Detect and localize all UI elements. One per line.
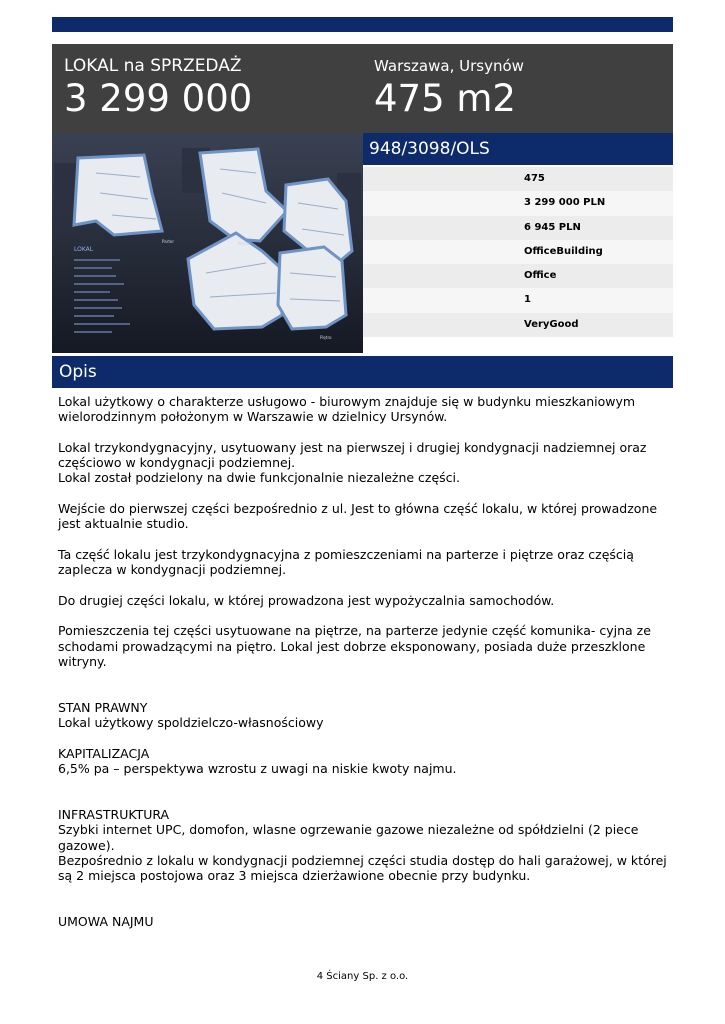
header-right xyxy=(374,56,524,120)
description-paragraph: Lokal użytkowy spoldzielczo-własnościowy xyxy=(58,715,324,731)
detail-row: 3 299 000 PLN xyxy=(363,191,673,215)
description-paragraph: UMOWA NAJMU xyxy=(58,914,154,930)
floorplan-drawing xyxy=(52,133,363,353)
description-paragraph: Lokal użytkowy o charakterze usługowo - biurowym znajduje się w budynku mieszkaniowym wielorodzinnym położonym w Warszawie w dzielnicy Ursynów. xyxy=(58,394,636,425)
description-body xyxy=(58,394,668,929)
blank-line xyxy=(58,685,668,700)
detail-row: 475 xyxy=(363,167,673,191)
listing-area: 475 m2 xyxy=(374,77,516,120)
detail-row: 6 945 PLN xyxy=(363,216,673,240)
blank-line xyxy=(58,669,668,684)
listing-reference: 948/3098/OLS xyxy=(363,133,673,165)
description-paragraph: Bezpośrednio z lokalu w kondygnacji podziemnej części studia dostęp do hali garażowej, w której są 2 miejsca postojowa oraz 3 miejsca dzierżawione obecnie przy budynku. xyxy=(58,852,667,884)
legend-title: LOKAL xyxy=(74,246,94,253)
detail-row: VeryGood xyxy=(363,313,673,337)
description-paragraph: KAPITALIZACJA xyxy=(58,745,150,761)
description-paragraph: Do drugiej części lokalu, w której prowadzona jest wypożyczalnia samochodów. xyxy=(58,592,555,608)
description-heading: Opis xyxy=(52,356,673,388)
blank-line xyxy=(58,899,668,914)
top-accent-bar xyxy=(52,17,673,32)
detail-row: Office xyxy=(363,264,673,288)
floor-label: Parter xyxy=(162,239,175,244)
description-paragraph: Lokal trzykondygnacyjny, usytuowany jest na pierwszej i drugiej kondygnacji nadziemnej oraz częściowo w kondygnacji podziemnej. xyxy=(58,439,647,471)
blank-line xyxy=(58,884,668,899)
description-paragraph: 6,5% pa – perspektywa wzrostu z uwagi na niskie kwoty najmu. xyxy=(58,761,457,777)
blank-line xyxy=(58,776,668,791)
listing-location: Warszawa, Ursynów xyxy=(374,57,524,75)
footer-company: 4 Ściany Sp. z o.o. xyxy=(316,971,409,982)
listing-price: 3 299 000 xyxy=(64,77,253,120)
floor-label: Piętro xyxy=(320,335,332,340)
details-table xyxy=(363,167,673,337)
blank-line xyxy=(58,731,668,746)
blank-line xyxy=(58,425,668,440)
description-paragraph: INFRASTRUKTURA xyxy=(58,807,170,823)
listing-header xyxy=(52,44,673,133)
listing-type: LOKAL na SPRZEDAŻ xyxy=(64,56,242,76)
description-paragraph: STAN PRAWNY xyxy=(58,699,148,715)
description-paragraph: Ta część lokalu jest trzykondygnacyjna z pomieszczeniami na parterze i piętrze oraz częścią zaplecza w kondygnacji podziemnej. xyxy=(58,546,634,578)
blank-line xyxy=(58,578,668,593)
description-paragraph: Wejście do pierwszej części bezpośrednio z ul. Jest to główna część lokalu, w której prowadzone jest aktualnie studio. xyxy=(58,501,658,532)
description-paragraph: Lokal został podzielony na dwie funkcjonalnie niezależne części. xyxy=(58,470,460,486)
blank-line xyxy=(58,608,668,623)
blank-line xyxy=(58,532,668,547)
floorplan-image xyxy=(52,133,363,353)
header-left xyxy=(64,56,252,120)
blank-line xyxy=(58,486,668,501)
detail-row: OfficeBuilding xyxy=(363,240,673,264)
description-paragraph: Pomieszczenia tej części usytuowane na piętrze, na parterze jedynie część komunika- cyjna ze schodami prowadzącymi na piętro. Lokal jest dobrze eksponowany, posiada duże przeszklone witryny. xyxy=(58,623,651,670)
detail-row: 1 xyxy=(363,288,673,312)
floor-label: Piętro xyxy=(238,241,250,246)
blank-line xyxy=(58,792,668,807)
description-paragraph: Szybki internet UPC, domofon, wlasne ogrzewanie gazowe niezależne od spółdzielni (2 piece gazowe). xyxy=(58,822,639,853)
